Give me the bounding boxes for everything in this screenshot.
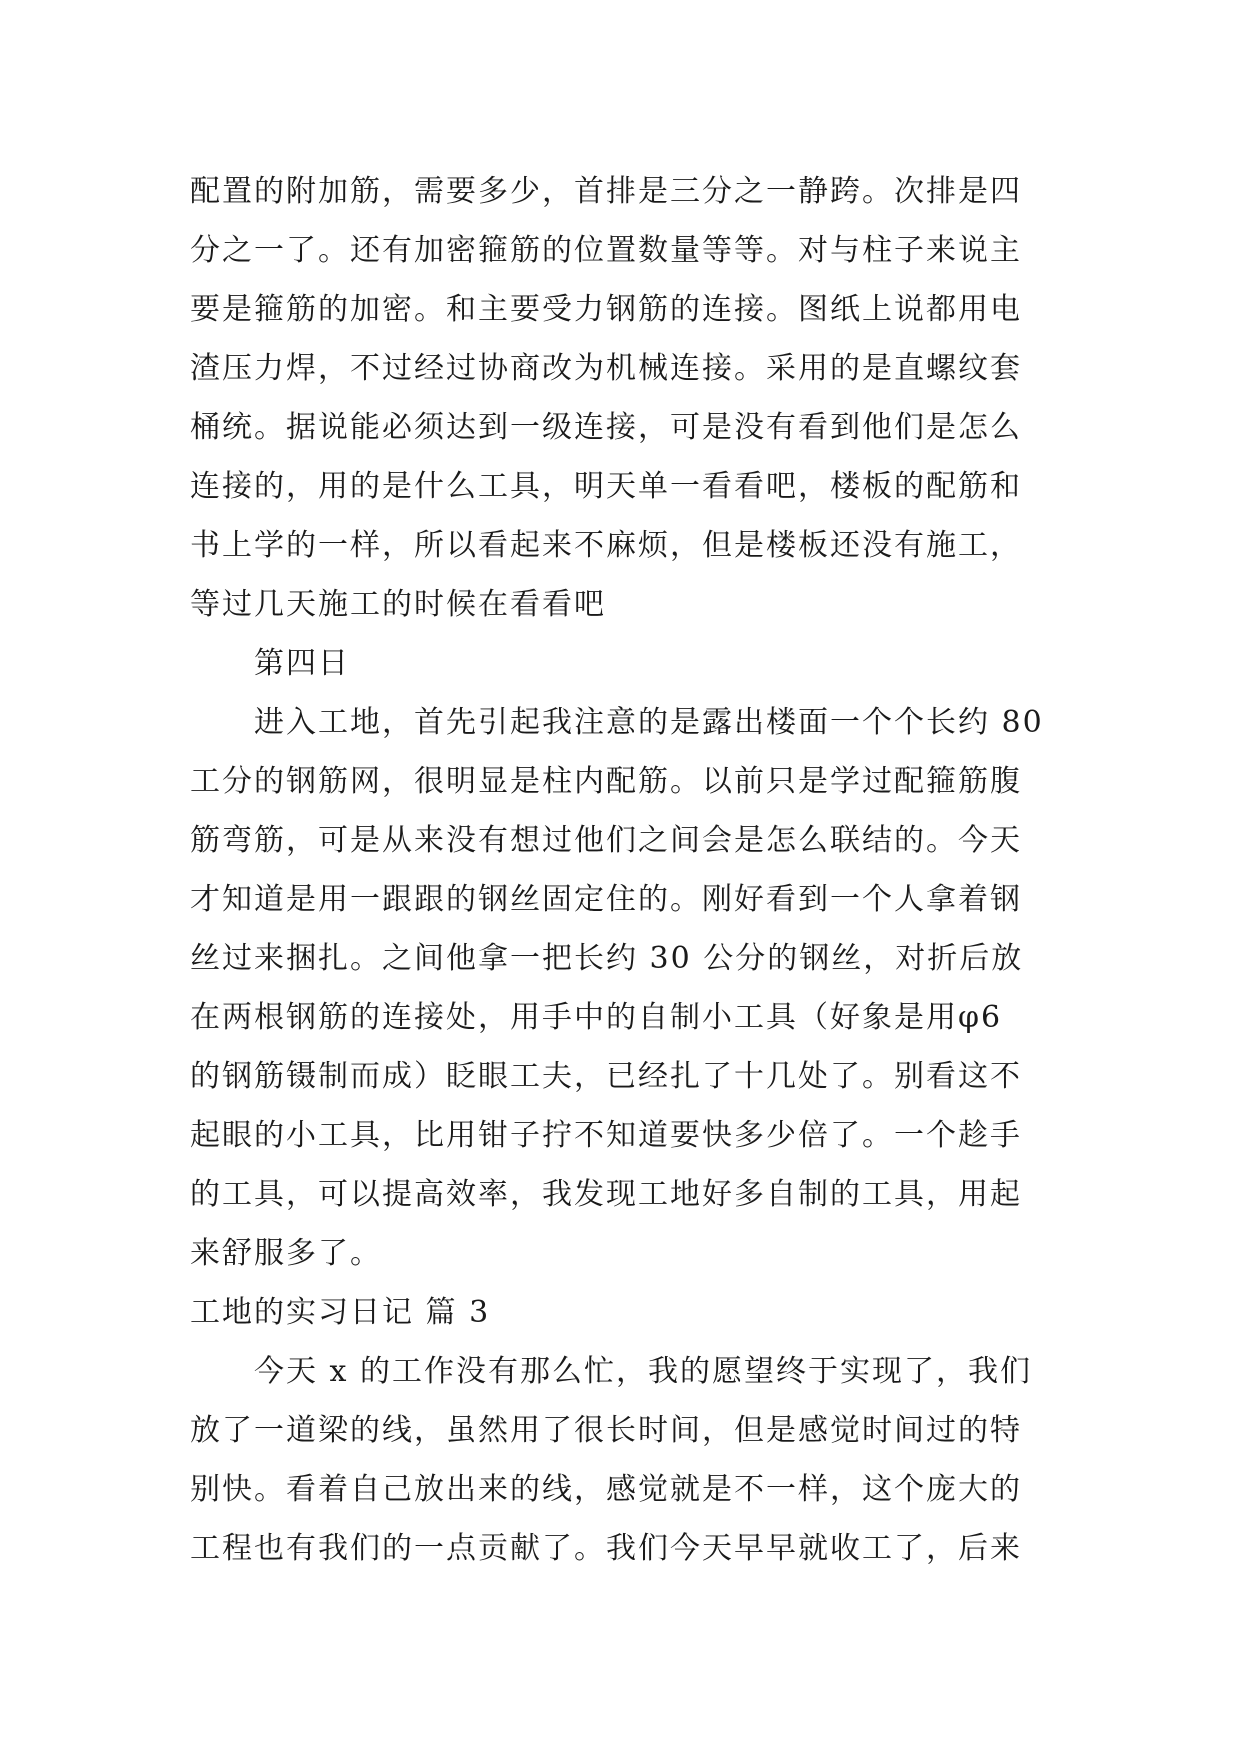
text-line: 要是箍筋的加密。和主要受力钢筋的连接。图纸上说都用电 — [190, 292, 1022, 327]
body-text — [190, 162, 1050, 1578]
text-line: 的钢筋镊制而成）眨眼工夫，已经扎了十几处了。别看这不 — [190, 1059, 1022, 1094]
text-line: 的工具，可以提高效率，我发现工地好多自制的工具，用起 — [190, 1177, 1022, 1212]
text-line: 进入工地，首先引起我注意的是露出楼面一个个长约 80 — [254, 705, 1044, 740]
article-title: 工地的实习日记 篇 3 — [190, 1295, 491, 1330]
text-line: 才知道是用一跟跟的钢丝固定住的。刚好看到一个人拿着钢 — [190, 882, 1022, 917]
text-line: 分之一了。还有加密箍筋的位置数量等等。对与柱子来说主 — [190, 233, 1022, 268]
text-line: 丝过来捆扎。之间他拿一把长约 30 公分的钢丝，对折后放 — [190, 941, 1024, 976]
text-line: 等过几天施工的时候在看看吧 — [190, 587, 606, 622]
text-line: 渣压力焊，不过经过协商改为机械连接。采用的是直螺纹套 — [190, 351, 1022, 386]
text-line: 今天 x 的工作没有那么忙，我的愿望终于实现了，我们 — [254, 1354, 1032, 1389]
section-heading: 第四日 — [254, 646, 350, 681]
text-line: 放了一道梁的线，虽然用了很长时间，但是感觉时间过的特 — [190, 1413, 1022, 1448]
text-line: 工分的钢筋网，很明显是柱内配筋。以前只是学过配箍筋腹 — [190, 764, 1022, 799]
text-line: 工程也有我们的一点贡献了。我们今天早早就收工了，后来 — [190, 1531, 1022, 1566]
text-line: 在两根钢筋的连接处，用手中的自制小工具（好象是用φ6 — [190, 1000, 1003, 1035]
text-line: 筋弯筋，可是从来没有想过他们之间会是怎么联结的。今天 — [190, 823, 1022, 858]
text-line: 书上学的一样，所以看起来不麻烦，但是楼板还没有施工， — [190, 528, 1022, 563]
text-line: 配置的附加筋，需要多少，首排是三分之一静跨。次排是四 — [190, 174, 1022, 209]
text-line: 起眼的小工具，比用钳子拧不知道要快多少倍了。一个趁手 — [190, 1118, 1022, 1153]
text-line: 来舒服多了。 — [190, 1236, 382, 1271]
text-line: 别快。看着自己放出来的线，感觉就是不一样，这个庞大的 — [190, 1472, 1022, 1507]
text-line: 桶统。据说能必须达到一级连接，可是没有看到他们是怎么 — [190, 410, 1022, 445]
text-line: 连接的，用的是什么工具，明天单一看看吧，楼板的配筋和 — [190, 469, 1022, 504]
